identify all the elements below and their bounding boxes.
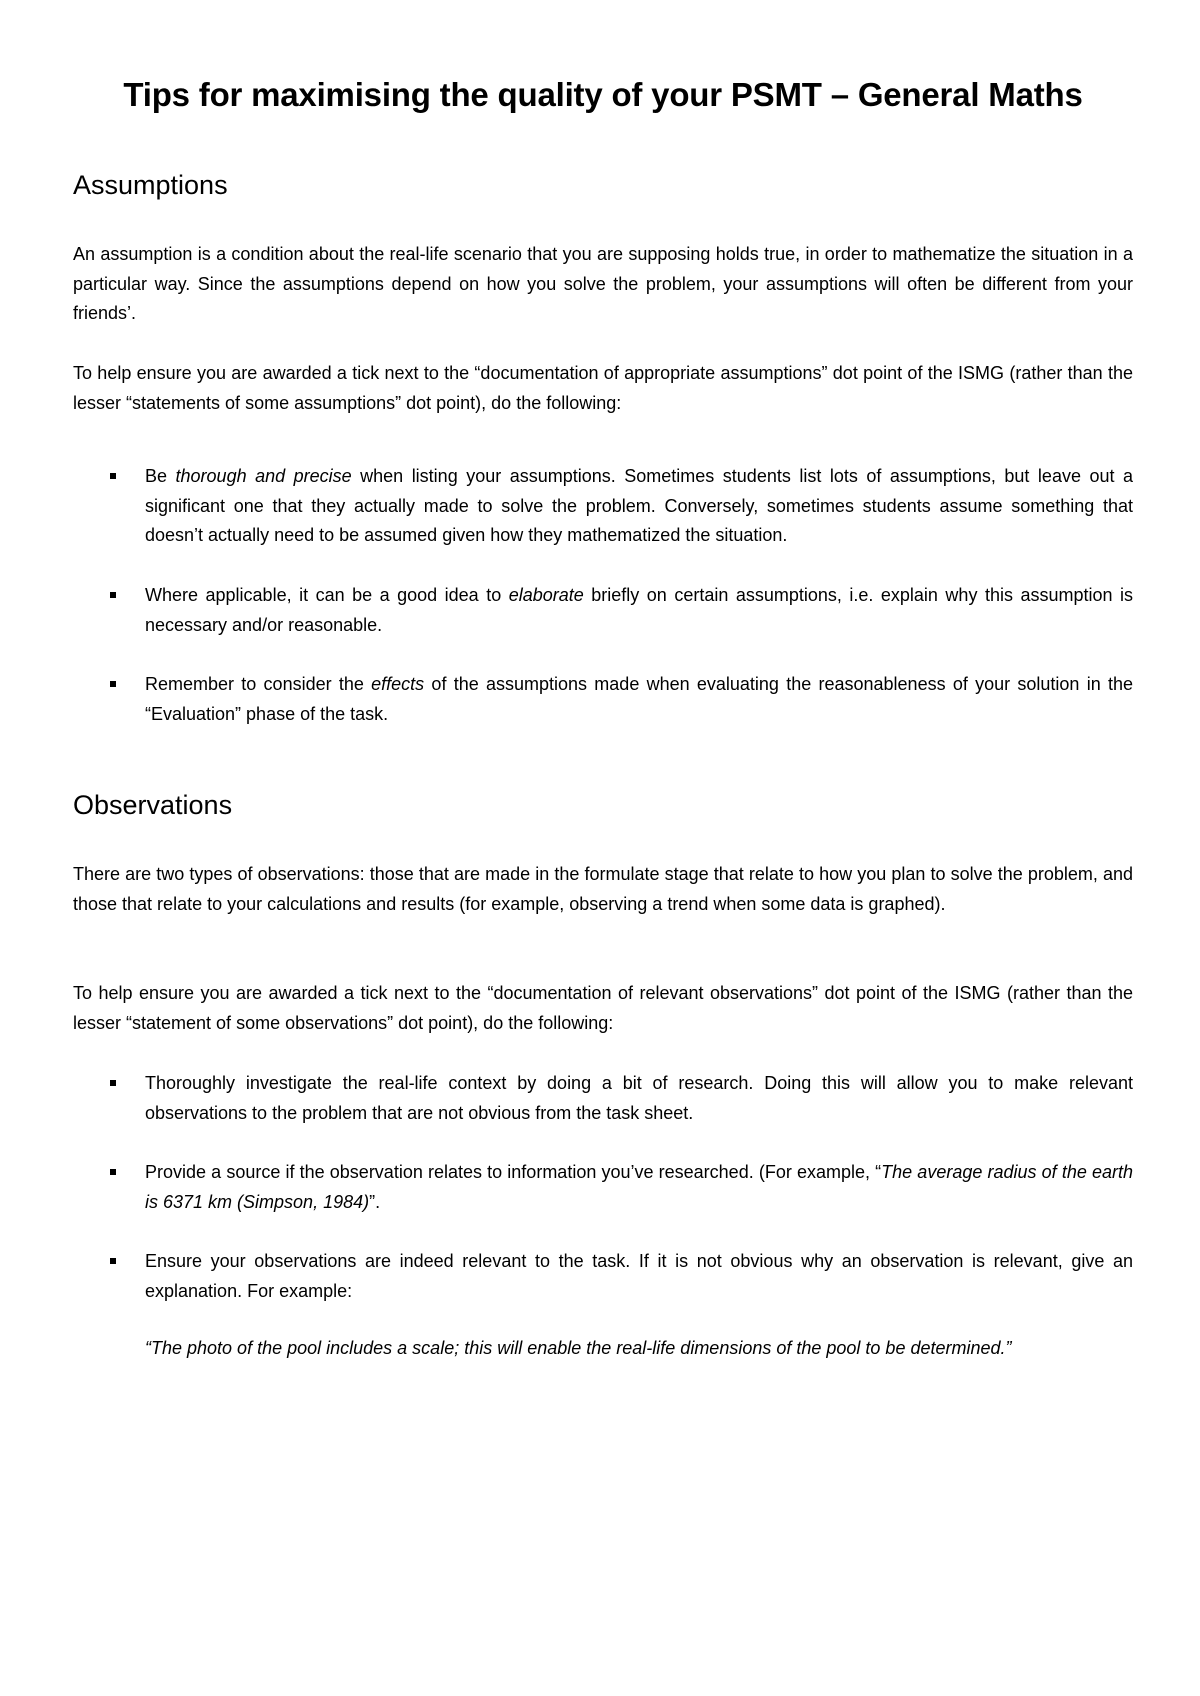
emphasis-thorough-and-precise: thorough and precise	[175, 466, 352, 486]
bullet-square-icon	[110, 1258, 116, 1264]
bullet-text: Where applicable, it can be a good idea to elaborate briefly on certain assumptions, i.e. explain why this assumption is necessary and/or reasonable.	[145, 585, 1133, 635]
bullet-square-icon	[110, 681, 116, 687]
bullet-text: Be thorough and precise when listing your assumptions. Sometimes students list lots of assumptions, but leave out a significant one that they actually made to solve the problem. Conversely, sometimes students assume something that doesn’t actually need to be assumed given how they mathematized the situation.	[145, 466, 1134, 545]
bullet-square-icon	[110, 1169, 116, 1175]
document-title: Tips for maximising the quality of your PSMT – General Maths	[123, 76, 1083, 113]
bullet-text: Remember to consider the effects of the assumptions made when evaluating the reasonableness of your solution in the “Evaluation” phase of the task.	[145, 674, 1133, 724]
emphasis-source-example: The average radius of the earth is 6371 km (Simpson, 1984)	[145, 1162, 1134, 1212]
emphasis-elaborate: elaborate	[508, 585, 584, 605]
bullet-square-icon	[110, 473, 116, 479]
bullet-square-icon	[110, 1080, 116, 1086]
bullet-square-icon	[110, 592, 116, 598]
emphasis-effects: effects	[371, 674, 425, 694]
bullet-text: Ensure your observations are indeed relevant to the task. If it is not obvious why an observation is relevant, give an explanation. For example:	[145, 1251, 1133, 1301]
observations-tick-advice: To help ensure you are awarded a tick next to the “documentation of relevant observations” dot point of the ISMG (rather than the lesser “statement of some observations” dot point), do the following:	[73, 983, 1133, 1033]
bullet-text: Provide a source if the observation relates to information you’ve researched. (For example, “The average radius of the earth is 6371 km (Simpson, 1984)”.	[145, 1162, 1134, 1212]
bullet-text: Thoroughly investigate the real-life context by doing a bit of research. Doing this will allow you to make relevant observations to the problem that are not obvious from the task sheet.	[145, 1073, 1133, 1123]
observations-heading: Observations	[73, 790, 233, 820]
example-quote: “The photo of the pool includes a scale; this will enable the real-life dimensions of the pool to be determined.”	[145, 1338, 1012, 1358]
assumptions-tick-advice: To help ensure you are awarded a tick next to the “documentation of appropriate assumptions” dot point of the ISMG (rather than the lesser “statements of some assumptions” dot point), do the following:	[73, 363, 1133, 413]
assumptions-heading: Assumptions	[73, 170, 228, 200]
observations-intro: There are two types of observations: those that are made in the formulate stage that relate to how you plan to solve the problem, and those that relate to your calculations and results (for example, observing a trend when some data is graphed).	[73, 864, 1133, 914]
assumptions-intro: An assumption is a condition about the real-life scenario that you are supposing holds true, in order to mathematize the situation in a particular way. Since the assumptions depend on how you solve the problem, your assumptions will often be different from your friends’.	[73, 244, 1133, 323]
